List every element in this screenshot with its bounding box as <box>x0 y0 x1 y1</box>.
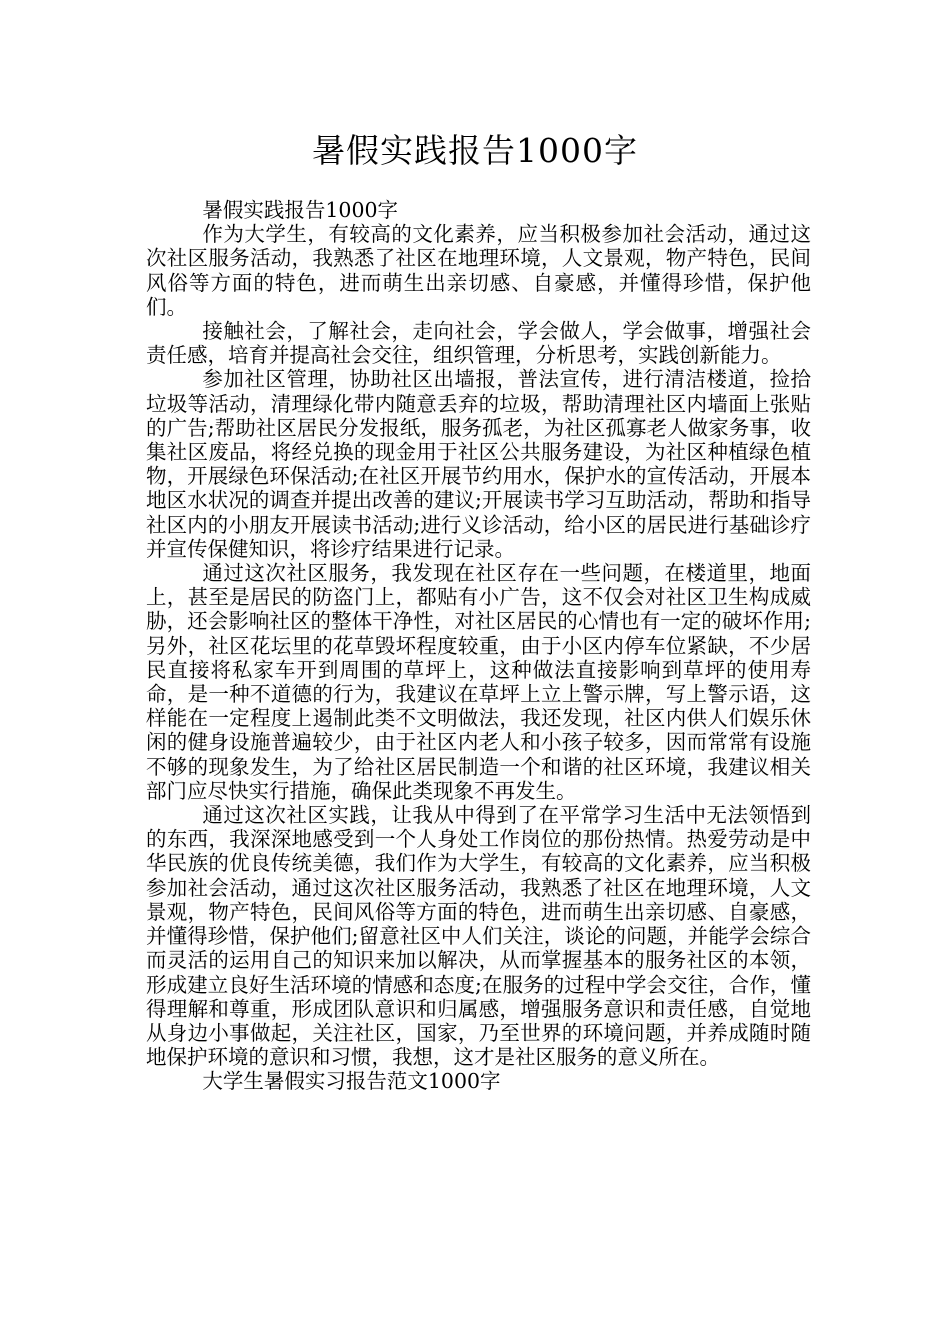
body-paragraph: 接触社会，了解社会，走向社会，学会做人，学会做事，增强社会责任感，培育并提高社会交往，组织管理，分析思考，实践创新能力。 <box>146 319 811 368</box>
subtitle-paragraph: 暑假实践报告1000字 <box>202 198 399 222</box>
body-paragraph: 通过这次社区服务，我发现在社区存在一些问题，在楼道里，地面上，甚至是居民的防盗门上，都贴有小广告，这不仅会对社区卫生构成威胁，还会影响社区的整体干净性，对社区居民的心情也有一定的破坏作用;另外，社区花坛里的花草毁坏程度较重，由于小区内停车位紧缺，不少居民直接将私家车开到周围的草坪上，这种做法直接影响到草坪的使用寿命，是一种不道德的行为，我建议在草坪上立上警示牌，写上警示语，这样能在一定程度上遏制此类不文明做法，我还发现，社区内供人们娱乐休闲的健身设施普遍较少，由于社区内老人和小孩子较多，因而常常有设施不够的现象发生，为了给社区居民制造一个和谐的社区环境，我建议相关部门应尽快实行措施，确保此类现象不再发生。 <box>146 561 811 803</box>
section-heading-paragraph: 大学生暑假实习报告范文1000字 <box>202 1069 501 1094</box>
document-title: 暑假实践报告1000字 <box>312 131 638 170</box>
document-body <box>146 198 811 1094</box>
body-paragraph: 参加社区管理，协助社区出墙报，普法宣传，进行清洁楼道，捡拾垃圾等活动，清理绿化带内随意丢弃的垃圾，帮助清理社区内墙面上张贴的广告;帮助社区居民分发报纸，服务孤老，为社区孤寡老人做家务事，收集社区废品，将经兑换的现金用于社区公共服务建设，为社区种植绿色植物，开展绿色环保活动;在社区开展节约用水，保护水的宣传活动，开展本地区水状况的调查并提出改善的建议;开展读书学习互助活动，帮助和指导社区内的小朋友开展读书活动;进行义诊活动，给小区的居民进行基础诊疗并宣传保健知识，将诊疗结果进行记录。 <box>146 367 811 561</box>
body-paragraph: 作为大学生，有较高的文化素养，应当积极参加社会活动，通过这次社区服务活动，我熟悉了社区在地理环境，人文景观，物产特色，民间风俗等方面的特色，进而萌生出亲切感、自豪感，并懂得珍惜，保护他们。 <box>146 222 811 319</box>
body-paragraph: 通过这次社区实践，让我从中得到了在平常学习生活中无法领悟到的东西，我深深地感受到一个人身处工作岗位的那份热情。热爱劳动是中华民族的优良传统美德，我们作为大学生，有较高的文化素养，应当积极参加社会活动，通过这次社区服务活动，我熟悉了社区在地理环境，人文景观，物产特色，民间风俗等方面的特色，进而萌生出亲切感、自豪感，并懂得珍惜，保护他们;留意社区中人们关注，谈论的问题，并能学会综合而灵活的运用自己的知识来加以解决，从而掌握基本的服务社区的本领，形成建立良好生活环境的情感和态度;在服务的过程中学会交往，合作，懂得理解和尊重，形成团队意识和归属感，增强服务意识和责任感，自觉地从身边小事做起，关注社区，国家，乃至世界的环境问题，并养成随时随地保护环境的意识和习惯，我想，这才是社区服务的意义所在。 <box>146 803 811 1070</box>
